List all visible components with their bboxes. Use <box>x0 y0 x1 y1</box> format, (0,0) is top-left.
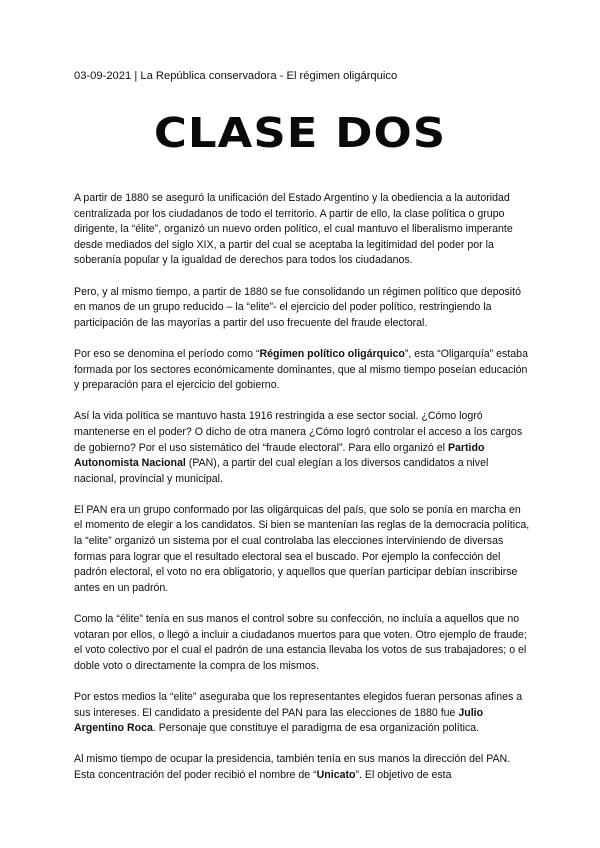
text-run: A partir de 1880 se aseguró la unificación del Estado Argentino y la obediencia a la autoridad centralizada por los ciudadanos de todo el territorio. A partir de ello, la clase política o grupo dirigente, la “élite”, organizó un nuevo orden político, el cual mantuvo el liberalismo imperante desde mediados del siglo XIX, a partir del cual se aceptaba la legitimidad del poder por la soberanía popular y la igualdad de derechos para todos los ciudadanos. <box>74 192 513 267</box>
document-header: 03-09-2021 | La República conservadora - El régimen oligárquico <box>74 70 398 82</box>
text-run: Por eso se denomina el período como “ <box>74 347 260 360</box>
text-run: Por estos medios la “elite” aseguraba que los representantes elegidos fueran personas afines a sus intereses. El candidato a presidente del PAN para las elecciones de 1880 fue <box>74 691 523 719</box>
text-run: Como la “élite” tenía en sus manos el control sobre su confección, no incluía a aquellos que no votaran por ellos, o llegó a incluir a ciudadanos muertos para que voten. Otro ejemplo de fraude; el voto colectivo por el cual el padrón de una estancia llevaba los votos de sus trabajadores; o el doble voto o directamente la compra de los mismos. <box>74 613 527 672</box>
paragraph <box>74 347 530 394</box>
bold-term: Régimen político oligárquico <box>259 347 405 360</box>
paragraph <box>74 285 530 332</box>
paragraph <box>74 503 530 597</box>
paragraph <box>74 612 530 674</box>
paragraph <box>74 752 530 783</box>
bold-term: Partido Autonomista Nacional <box>74 441 485 470</box>
text-run: . Personaje que constituye el paradigma de esa organización política. <box>152 722 480 735</box>
paragraph <box>74 409 530 487</box>
text-run: El PAN era un grupo conformado por las oligárquicas del país, que solo se ponía en marcha en el momento de elegir a los candidatos. Si bien se mantenían las reglas de la democracia política, la “elite” organizó un sistema por el cual controlaba las elecciones interviniendo de diversas formas para lograr que el resultado electoral sea el buscado. Por ejemplo la confección del padrón electoral, el voto no era obligatorio, y aquellos que querían participar debían inscribirse antes en un padrón. <box>74 503 530 594</box>
text-run: (PAN), a partir del cual elegían a los diversos candidatos a nivel nacional, provincial y municipal. <box>74 457 489 485</box>
bold-term: Julio Argentino Roca <box>74 706 484 735</box>
bold-term: Unicato <box>316 768 356 781</box>
paragraph <box>74 690 530 737</box>
text-run: Así la vida política se mantuvo hasta 1916 restringida a ese sector social. ¿Cómo logró mantenerse en el poder? O dicho de otra manera ¿Cómo logró controlar el acceso a los cargos de gobierno? Por el uso sistemático del “fraude electoral”. Para ello organizó el <box>74 410 523 454</box>
document-body <box>74 191 530 799</box>
text-run: Al mismo tiempo de ocupar la presidencia, también tenía en sus manos la dirección del PAN. Esta concentración del poder recibió el nombre de “ <box>74 753 511 781</box>
document-title: CLASE DOS <box>153 108 447 157</box>
text-run: Pero, y al mismo tiempo, a partir de 1880 se fue consolidando un régimen político que depositó en manos de un grupo reducido – la “elite”- el ejercicio del poder político, restringiendo la participación de las mayorías a partir del uso frecuente del fraude electoral. <box>74 285 521 329</box>
text-run: ”. El objetivo de esta <box>355 768 452 781</box>
text-run: ”, esta “Oligarquía” estaba formada por los sectores económicamente dominantes, que al mismo tiempo poseían educación y preparación para el ejercicio del gobierno. <box>74 347 528 392</box>
paragraph <box>74 191 530 269</box>
